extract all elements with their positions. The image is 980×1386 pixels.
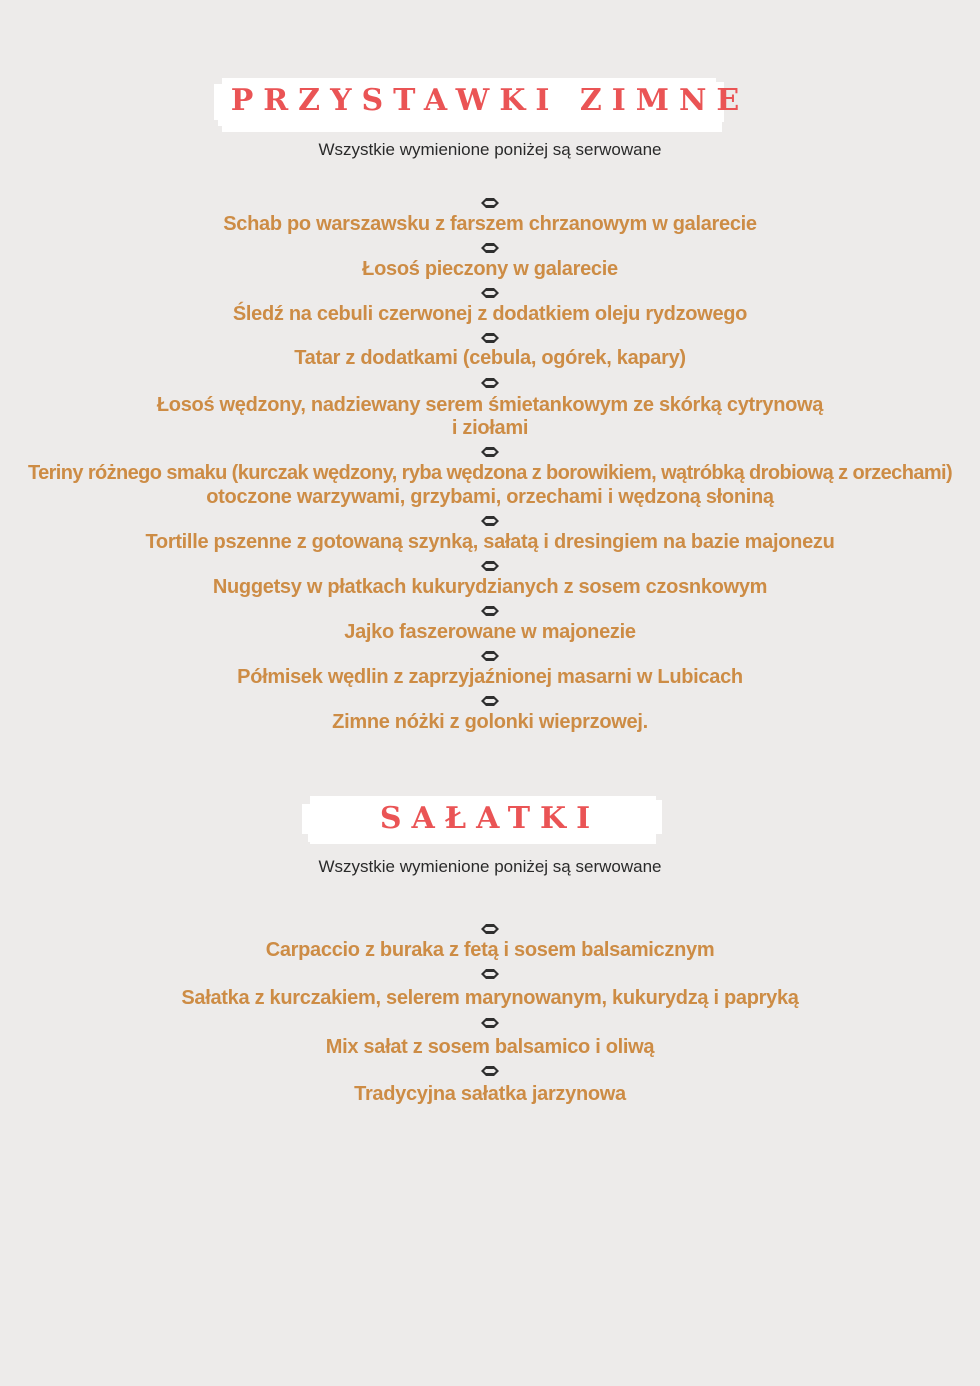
menu-item: Półmisek wędlin z zaprzyjaźnionej masarni w Lubicach — [237, 666, 743, 688]
menu-item: Tortille pszenne z gotowaną szynką, sałatą i dresingiem na bazie majonezu — [145, 531, 835, 553]
double-arrow-icon — [481, 1066, 499, 1076]
menu-item: Sałatka z kurczakiem, selerem marynowanym, kukurydzą i papryką — [181, 987, 799, 1009]
double-arrow-icon — [481, 651, 499, 661]
section-subtitle: Wszystkie wymienione poniżej są serwowane — [318, 857, 662, 876]
menu-item: Nuggetsy w płatkach kukurydzianych z sosem czosnkowym — [212, 576, 768, 598]
double-arrow-icon — [481, 696, 499, 706]
menu-item: Tatar z dodatkami (cebula, ogórek, kapary) — [294, 347, 686, 369]
menu-item: Zimne nóżki z golonki wieprzowej. — [332, 711, 648, 733]
menu-item: Carpaccio z buraka z fetą i sosem balsamicznym — [265, 939, 715, 961]
double-arrow-icon — [481, 243, 499, 253]
menu-item: Mix sałat z sosem balsamico i oliwą — [325, 1036, 655, 1058]
double-arrow-icon — [481, 198, 499, 208]
double-arrow-icon — [481, 561, 499, 571]
menu-item-continuation: i ziołami — [451, 417, 529, 439]
menu-item: Śledź na cebuli czerwonej z dodatkiem oleju rydzowego — [232, 303, 748, 325]
double-arrow-icon — [481, 1018, 499, 1028]
menu-item: Jajko faszerowane w majonezie — [344, 621, 636, 643]
double-arrow-icon — [481, 447, 499, 457]
double-arrow-icon — [481, 333, 499, 343]
menu-item-continuation: otoczone warzywami, grzybami, orzechami i wędzoną słoniną — [206, 486, 774, 508]
section-title: PRZYSTAWKI ZIMNE — [230, 83, 750, 118]
menu-item: Łosoś wędzony, nadziewany serem śmietankowym ze skórką cytrynową — [156, 394, 824, 416]
section-title: SAŁATKI — [379, 801, 601, 836]
double-arrow-icon — [481, 969, 499, 979]
double-arrow-icon — [481, 378, 499, 388]
section-subtitle: Wszystkie wymienione poniżej są serwowane — [318, 140, 662, 159]
double-arrow-icon — [481, 924, 499, 934]
double-arrow-icon — [481, 606, 499, 616]
menu-item: Łosoś pieczony w galarecie — [362, 258, 618, 280]
double-arrow-icon — [481, 516, 499, 526]
menu-item: Schab po warszawsku z farszem chrzanowym w galarecie — [223, 213, 757, 235]
menu-item: Tradycyjna sałatka jarzynowa — [354, 1083, 626, 1105]
menu-item: Teriny różnego smaku (kurczak wędzony, ryba wędzona z borowikiem, wątróbką drobiową z orzechami) — [27, 462, 953, 484]
double-arrow-icon — [481, 288, 499, 298]
